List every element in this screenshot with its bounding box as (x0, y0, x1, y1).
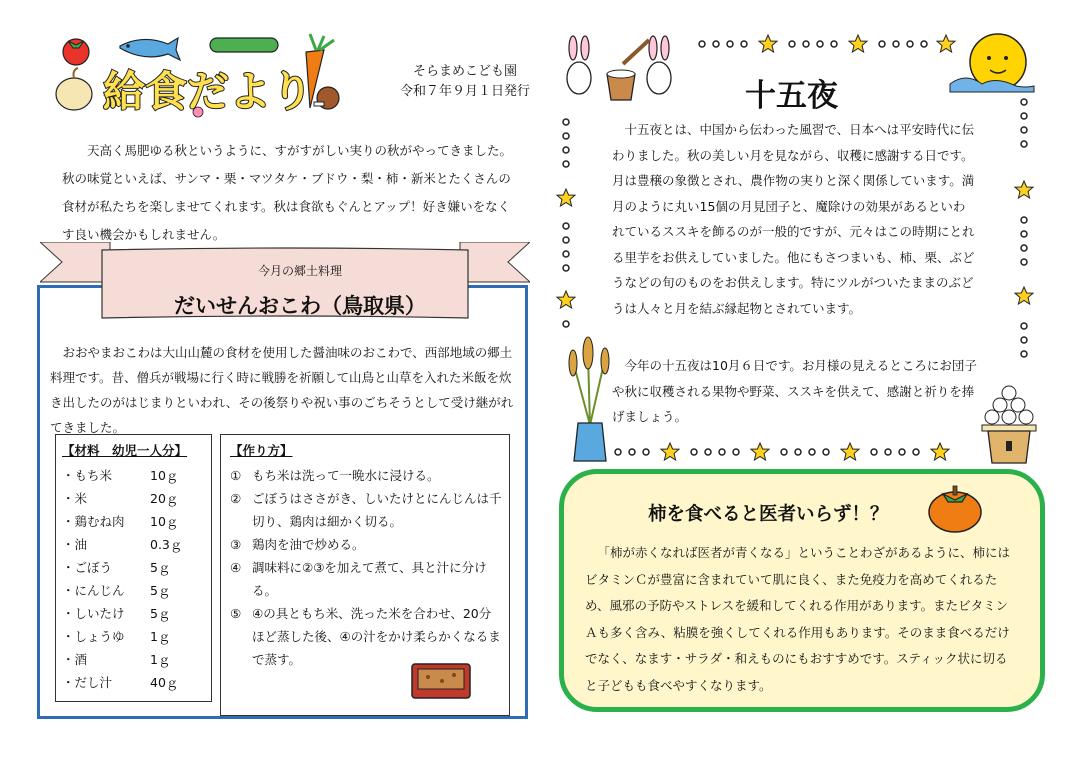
materials-header: 【材料 幼児一人分】 (62, 443, 188, 458)
jugoya-paragraph-1: 十五夜とは、中国から伝わった風習で、日本へは平安時代に伝わりました。秋の美しい月を見ながら、収穫に感謝する日です。月は豊穣の象徴とされ、農作物の実りと深く関係しています。満月のように丸い15個の月見団子と、魔除けの効果があるといわれているススキを飾るのが一般的ですが、元々はこの時期にとれる里芋をお供えしていました。他にもさつまいも、柿、栗、ぶどうなどの旬のものをお供えします。特にツルがついたままのぶどうは人々と月を結ぶ縁起物とされています。 (612, 122, 975, 316)
material-qty: 5ｇ (150, 583, 171, 598)
local-dish-description: おおやまおこわは大山山麓の食材を使用した醤油味のおこわで、西部地域の郷土料理です。昔、僧兵が戦場に行く時に戦勝を祈願して山鳥と山草を入れた米飯を炊き出したのがはじまりといわれ、その後祭りや祝い事のごちそうとして受け継がれてきました。 (50, 345, 514, 435)
susuki-vase-icon (560, 335, 620, 465)
okowa-box-icon (410, 660, 472, 702)
jugoya-title: 十五夜 (745, 78, 838, 114)
material-qty: 5ｇ (150, 560, 171, 575)
material-name: ・ごぼう (62, 560, 113, 575)
material-row (62, 510, 202, 533)
step-number: ① (230, 468, 242, 483)
cucumber-icon (210, 38, 278, 52)
material-name: ・酒 (62, 652, 88, 667)
material-row (62, 533, 202, 556)
chicken-leg-icon (314, 87, 339, 109)
material-qty: 10ｇ (150, 468, 179, 483)
material-row (62, 464, 202, 487)
issue-date: 令和７年９月１日発行 (399, 84, 530, 99)
material-name: ・米 (62, 491, 88, 506)
material-name: ・だし汁 (62, 675, 113, 690)
kaki-text: 「柿が赤くなれば医者が青くなる」ということわざがあるように、柿にはビタミンＣが豊富に含まれていて肌に良く、また免疫力を高めてくれるため、風邪の予防やストレスを緩和してくれる作用があります。またビタミンＡも多く含み、粘膜を強くしてくれる作用もあります。そのまま食べるだけでなく、なます・サラダ・和えものにもおすすめです。スティック状に切ると子どもも食べやすくなります。 (585, 545, 1011, 693)
step-number: ⑤ (230, 606, 242, 621)
logo-text: 給食だより (103, 67, 314, 116)
ribbon-title: だいせんおこわ（鳥取県） (174, 294, 426, 318)
steps-list (230, 464, 502, 671)
step-text: ④の具ともち米、洗った米を合わせ、20分ほど蒸した後、④の汁をかけ柔らかくなるまで蒸す。 (252, 606, 501, 667)
fish-icon (120, 38, 180, 60)
rabbits-mochi-icon (563, 34, 678, 106)
material-row (62, 602, 202, 625)
material-name: ・もち米 (62, 468, 113, 483)
material-name: ・しいたけ (62, 606, 125, 621)
steps-header: 【作り方】 (230, 443, 293, 458)
kyushoku-dayori-logo (48, 30, 348, 120)
material-name: ・油 (62, 537, 88, 552)
step-row (230, 464, 502, 487)
materials-list (62, 464, 202, 694)
tsukimi-dango-icon (978, 385, 1040, 467)
step-text: もち米は洗って一晩水に浸ける。 (252, 468, 440, 483)
step-row (230, 487, 502, 533)
persimmon-icon (926, 482, 984, 534)
material-row (62, 671, 202, 694)
material-qty: 40ｇ (150, 675, 179, 690)
material-row (62, 648, 202, 671)
material-qty: 1ｇ (150, 629, 171, 644)
material-qty: 10ｇ (150, 514, 179, 529)
ribbon-subtitle: 今月の郷土料理 (257, 264, 342, 278)
moon-icon (946, 30, 1038, 100)
material-row (62, 556, 202, 579)
school-name: そらまめこども園 (412, 64, 517, 79)
intro-paragraph: 天高く馬肥ゆる秋というように、すがすがしい実りの秋がやってきました。秋の味覚といえば、サンマ・栗・マツタケ・ブドウ・梨・柿・新米とたくさんの食材が私たちを楽しませてくれます。秋は食欲もぐんとアップ！好き嫌いをなくす良い機会かもしれません。 (62, 143, 513, 242)
material-row (62, 579, 202, 602)
material-name: ・しょうゆ (62, 629, 125, 644)
step-text: 鶏肉を油で炒める。 (252, 537, 365, 552)
step-number: ④ (230, 560, 242, 575)
tomato-icon (63, 39, 89, 65)
material-qty: 0.3ｇ (150, 537, 183, 552)
kaki-title: 柿を食べると医者いらず！？ (648, 504, 889, 525)
material-row (62, 625, 202, 648)
material-qty: 1ｇ (150, 652, 171, 667)
material-name: ・鶏むね肉 (62, 514, 125, 529)
material-row (62, 487, 202, 510)
step-text: ごぼうはささがき、しいたけとにんじんは千切り、鶏肉は細かく切る。 (252, 491, 502, 529)
material-name: ・にんじん (62, 583, 125, 598)
step-number: ③ (230, 537, 242, 552)
material-qty: 20ｇ (150, 491, 179, 506)
step-row (230, 533, 502, 556)
step-text: 調味料に②③を加えて煮て、具と汁に分ける。 (252, 560, 487, 598)
step-row (230, 556, 502, 602)
onion-icon (56, 68, 92, 110)
jugoya-paragraph-2: 今年の十五夜は10月６日です。お月様の見えるところにお団子や秋に収穫される果物や野菜、ススキを供えて、感謝と祈りを捧げましょう。 (612, 358, 977, 424)
material-qty: 5ｇ (150, 606, 171, 621)
step-number: ② (230, 491, 242, 506)
header-info (380, 62, 550, 102)
